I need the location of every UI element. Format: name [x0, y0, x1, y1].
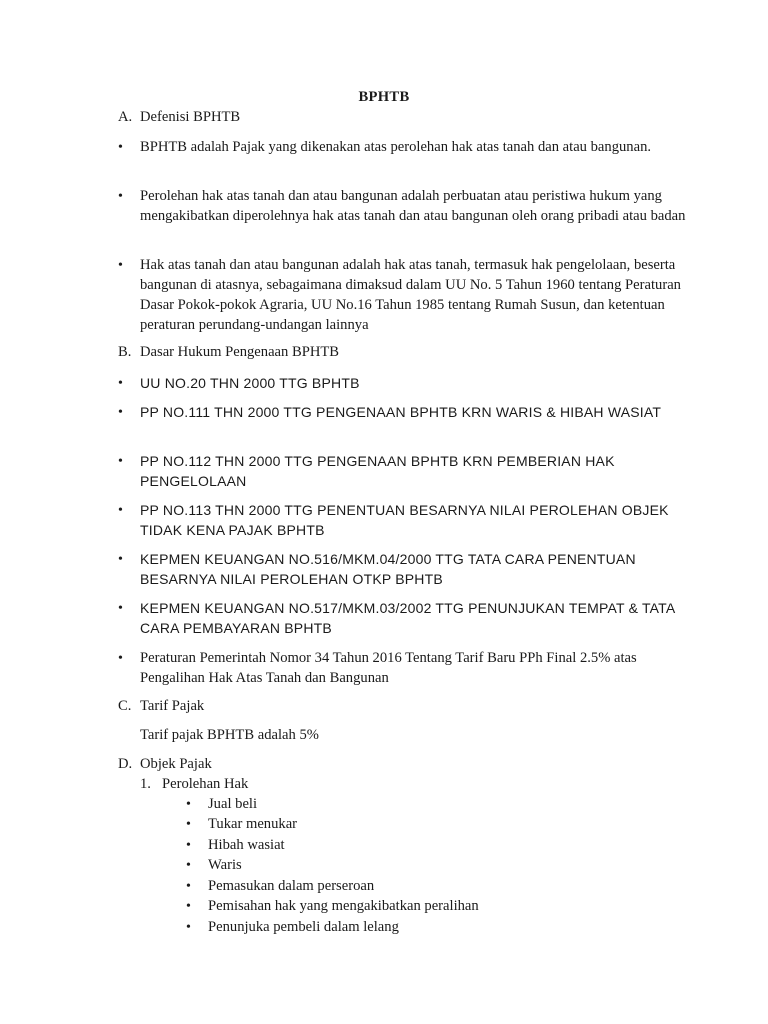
list-item: • PP NO.113 THN 2000 TTG PENENTUAN BESARNYA NILAI PEROLEHAN OBJEK TIDAK KENA PAJAK BPHTB [118, 500, 688, 540]
list-item: •Jual beli [186, 795, 257, 814]
list-item: • PP NO.112 THN 2000 TTG PENGENAAN BPHTB KRN PEMBERIAN HAK PENGELOLAAN [118, 451, 688, 491]
list-item: •Penunjuka pembeli dalam lelang [186, 918, 399, 937]
bullet-icon [186, 815, 208, 834]
bullet-icon [186, 897, 208, 916]
bullet-icon [118, 186, 138, 207]
bullet-icon [118, 373, 138, 394]
bullet-icon [118, 549, 138, 570]
bullet-icon [118, 451, 138, 472]
bullet-icon [186, 795, 208, 814]
list-item: •Pemisahan hak yang mengakibatkan peralihan [186, 897, 479, 916]
section-b-heading [118, 343, 339, 361]
bullet-icon [186, 836, 208, 855]
list-item: • Perolehan hak atas tanah dan atau bangunan adalah perbuatan atau peristiwa hukum yang mengakibatkan diperolehnya hak atas tanah dan atau bangunan oleh orang pribadi atau badan [118, 186, 688, 226]
numbered-item [140, 775, 248, 793]
section-a-heading [118, 108, 240, 126]
bullet-icon [118, 255, 138, 276]
list-item: • BPHTB adalah Pajak yang dikenakan atas perolehan hak atas tanah dan atau bangunan. [118, 137, 688, 157]
list-item: •Hibah wasiat [186, 836, 285, 855]
bullet-icon [118, 648, 138, 669]
section-c-title: Tarif Pajak [140, 698, 205, 714]
item-label: Perolehan Hak [162, 776, 249, 792]
list-item: • UU NO.20 THN 2000 TTG BPHTB [118, 373, 688, 393]
list-item: •Pemasukan dalam perseroan [186, 877, 374, 896]
section-b-letter: B. [118, 344, 132, 360]
list-item: •Tukar menukar [186, 815, 297, 834]
list-item: • PP NO.111 THN 2000 TTG PENGENAAN BPHTB KRN WARIS & HIBAH WASIAT [118, 402, 688, 422]
section-d-heading [118, 755, 212, 773]
tarif-text: Tarif pajak BPHTB adalah 5% [140, 727, 319, 743]
bullet-icon [118, 598, 138, 619]
bullet-icon [186, 877, 208, 896]
section-c-letter: C. [118, 698, 132, 714]
bullet-icon [118, 402, 138, 423]
section-a-letter: A. [118, 109, 133, 125]
section-c-heading [118, 697, 204, 715]
section-d-letter: D. [118, 756, 133, 772]
bullet-icon [186, 856, 208, 875]
list-item: • Hak atas tanah dan atau bangunan adalah hak atas tanah, termasuk hak pengelolaan, beserta bangunan di atasnya, sebagaimana dimaksud dalam UU No. 5 Tahun 1960 tentang Peraturan Dasar Pokok-pokok Agraria, UU No.16 Tahun 1985 tentang Rumah Susun, dan ketentuan peraturan perundang-undangan lainnya [118, 255, 688, 335]
section-a-title: Defenisi BPHTB [140, 109, 241, 125]
item-number: 1. [140, 776, 151, 792]
document-title: BPHTB [358, 89, 410, 105]
list-item: • KEPMEN KEUANGAN NO.516/MKM.04/2000 TTG TATA CARA PENENTUAN BESARNYA NILAI PEROLEHAN OTKP BPHTB [118, 549, 688, 589]
bullet-icon [118, 500, 138, 521]
bullet-icon [186, 918, 208, 937]
list-item: • KEPMEN KEUANGAN NO.517/MKM.03/2002 TTG PENUNJUKAN TEMPAT & TATA CARA PEMBAYARAN BPHTB [118, 598, 688, 638]
section-d-title: Objek Pajak [140, 756, 212, 772]
list-item: •Waris [186, 856, 242, 875]
bullet-icon [118, 137, 138, 158]
list-item: • Peraturan Pemerintah Nomor 34 Tahun 2016 Tentang Tarif Baru PPh Final 2.5% atas Pengalihan Hak Atas Tanah dan Bangunan [118, 648, 688, 688]
section-b-title: Dasar Hukum Pengenaan BPHTB [140, 344, 340, 360]
